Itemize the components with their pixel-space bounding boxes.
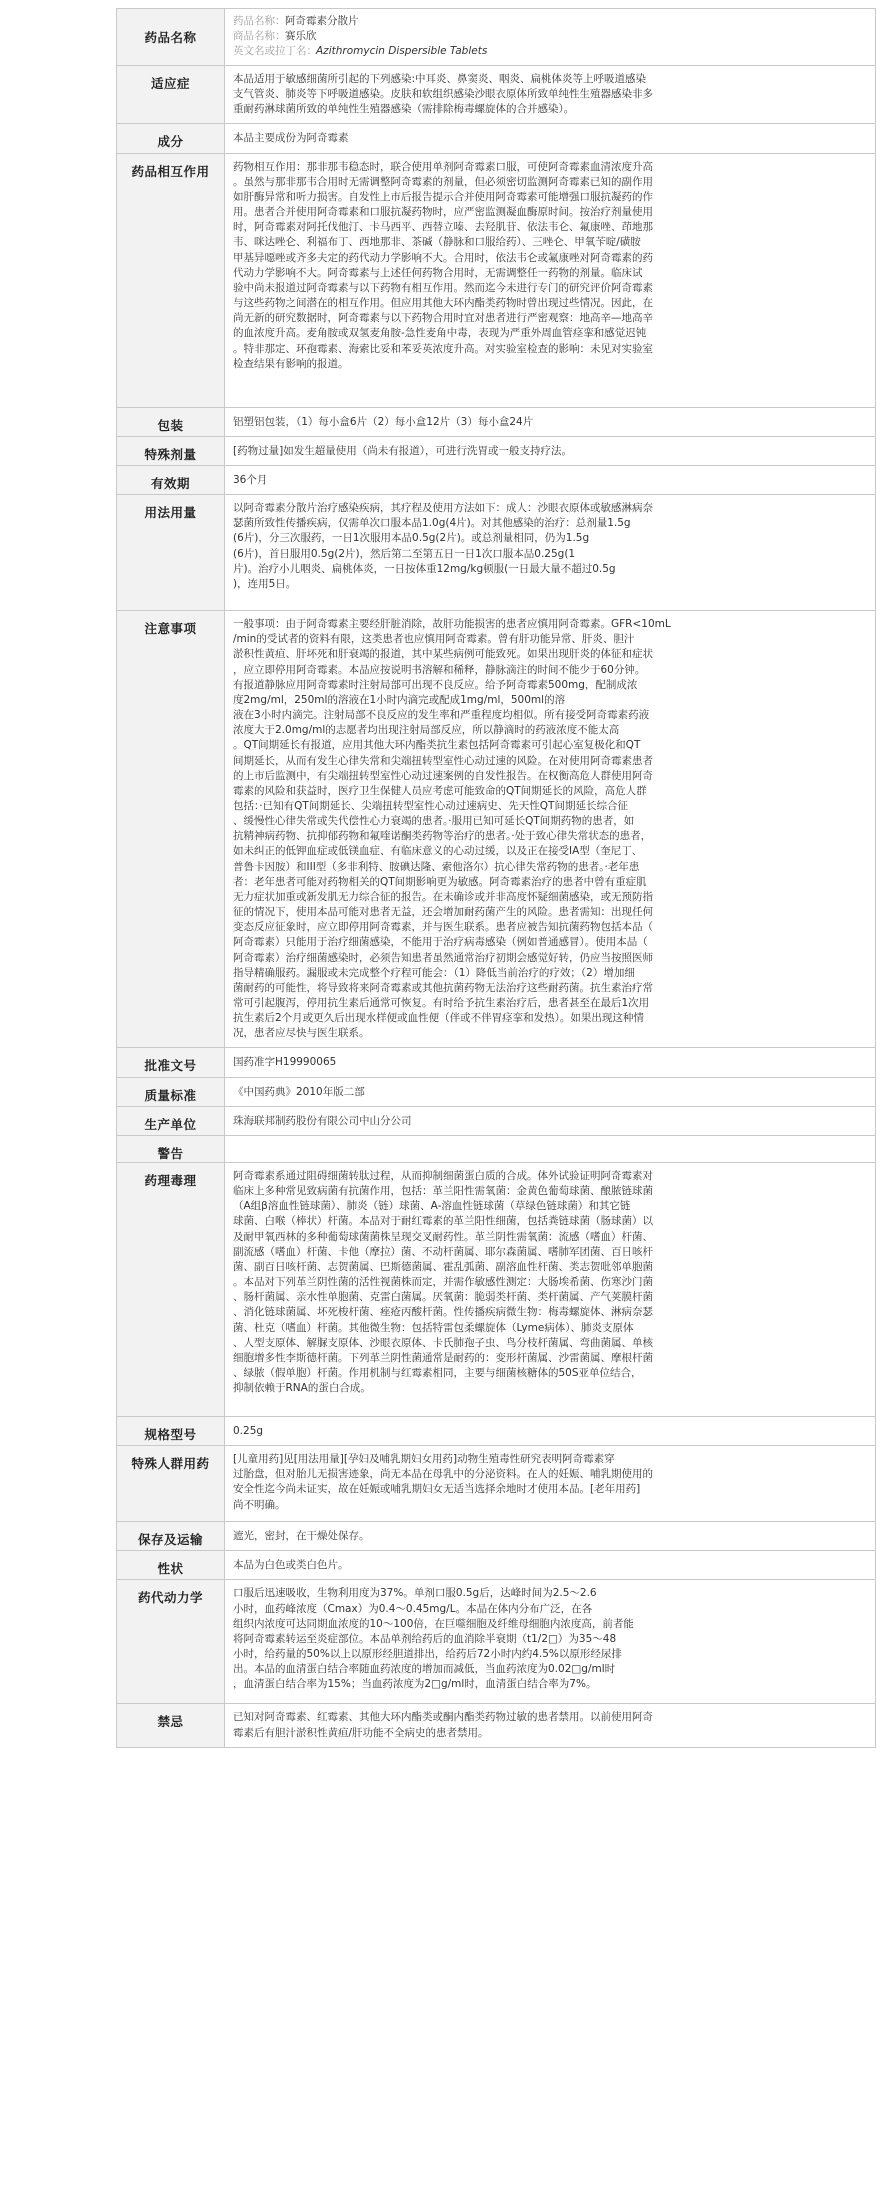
indications-row bbox=[117, 66, 876, 124]
row-value: 国药准字H19990065 bbox=[225, 1048, 876, 1077]
dosage-row bbox=[117, 495, 876, 611]
row-value: 阿奇霉素系通过阻碍细菌转肽过程，从而抑制细菌蛋白质的合成。体外试验证明阿奇霉素对 临床上多种常见致病菌有抗菌作用，包括：革兰阳性需氧菌：金黄色葡萄球菌、酿脓链球菌 （A组β溶血性链球菌）、肺炎（链）球菌、A-溶血性链球菌（草绿色链球菌）和其它链 球菌、白喉（棒状）杆菌。本品对于耐红霉素的革兰阳性细菌，包括粪链球菌（肠球菌）以 及耐甲氧西林的多种葡萄球菌菌株呈现交叉耐药性。革兰阴性需氧菌：流感（嗜血）杆菌、 副流感（嗜血）杆菌、卡他（摩拉）菌、不动杆菌属、耶尔森菌属、嗜肺军团菌、百日咳杆 菌、副百日咳杆菌、志贺菌属、巴斯德菌属、霍乱弧菌、副溶血性杆菌、类志贺吡邻单胞菌 。本品对下列革兰阴性菌的活性视菌株而定，并需作敏感性测定：大肠埃希菌、伤寒沙门菌 、肠杆菌属、亲水性单胞菌、克雷白菌属。厌氧菌：脆弱类杆菌、类杆菌属、产气荚膜杆菌 、消化链球菌属、坏死梭杆菌、痤疮丙酸杆菌。性传播疾病微生物：梅毒螺旋体、淋病奈瑟 菌、杜克（嗜血）杆菌。其他微生物：包括特雷包柔螺旋体（Lyme病体）、肺炎支原体 、人型支原体、解脲支原体、沙眼衣原体、卡氏肺孢子虫、鸟分枝杆菌属、弯曲菌属、单核 细胞增多性李斯德杆菌。下列革兰阴性菌通常是耐药的：变形杆菌属、沙雷菌属、摩根杆菌 、绿脓（假单胞）杆菌。作用机制与红霉素相同，主要与细菌核糖体的50S亚单位结合， 抑制依赖于RNA的蛋白合成。 bbox=[225, 1162, 876, 1416]
warning-row bbox=[117, 1135, 876, 1162]
brand-name-value: 赛乐欣 bbox=[285, 30, 317, 42]
row-value: [儿童用药]见[用法用量][孕妇及哺乳期妇女用药]动物生殖毒性研究表明阿奇霉素穿 过胎盘，但对胎儿无损害迹象，尚无本品在母乳中的分泌资料。在人的妊娠、哺乳期使用的 安全性迄今尚未证实，故在妊娠或哺乳期妇女无适当选择余地时才使用本品。[老年用药] 尚不明确。 bbox=[225, 1446, 876, 1522]
row-value: [药物过量]如发生超量使用（尚未有报道），可进行洗胃或一般支持疗法。 bbox=[225, 436, 876, 465]
row-value: 本品适用于敏感细菌所引起的下列感染:中耳炎、鼻窦炎、咽炎、扁桃体炎等上呼吸道感染 支气管炎、肺炎等下呼吸道感染。皮肤和软组织感染沙眼衣原体所致单纯性生殖器感染非多 重耐药淋球菌所致的单纯性生殖器感染（需排除梅毒螺旋体的合并感染）。 bbox=[225, 66, 876, 124]
row-label: 禁忌 bbox=[117, 1704, 225, 1748]
row-label: 药品相互作用 bbox=[117, 153, 225, 407]
row-label: 特殊剂量 bbox=[117, 436, 225, 465]
ingredients-row bbox=[117, 124, 876, 153]
pharmacology-row bbox=[117, 1162, 876, 1416]
row-value: 口服后迅速吸收，生物利用度为37%。单剂口服0.5g后，达峰时间为2.5～2.6 小时，血药峰浓度（Cmax）为0.4～0.45mg/L。本品在体内分布广泛，在各 组织内浓度可达同期血浓度的10～100倍，在巨噬细胞及纤维母细胞内浓度高，前者能 将阿奇霉素转运至炎症部位。本品单剂给药后的血消除半衰期（t1/2□）为35～48 小时，给药量的50%以上以原形经胆道排出，给药后72小时内约4.5%以原形经尿排 出。本品的血清蛋白结合率随血药浓度的增加而减低，当血药浓度为0.02□g/ml时 ，血清蛋白结合率为15%；当血药浓度为2□g/ml时，血清蛋白结合率为7%。 bbox=[225, 1580, 876, 1704]
quality-standard-row bbox=[117, 1077, 876, 1106]
packaging-row bbox=[117, 407, 876, 436]
appearance-row bbox=[117, 1551, 876, 1580]
row-value: 以阿奇霉素分散片治疗感染疾病，其疗程及使用方法如下：成人：沙眼衣原体或敏感淋病奈 瑟菌所致性传播疾病，仅需单次口服本品1.0g(4片)。对其他感染的治疗：总剂量1.5g (6片)，分三次服药，一日1次服用本品0.5g(2片)。或总剂量相同，仍为1.5g (6片)，首日服用0.5g(2片)，然后第二至第五日一日1次口服本品0.25g(1 片)。治疗小儿咽炎、扁桃体炎，一日按体重12mg/kg顿服(一日最大量不超过0.5g )，连用5日。 bbox=[225, 495, 876, 611]
precautions-row bbox=[117, 611, 876, 1048]
approval-number-row bbox=[117, 1048, 876, 1077]
row-label: 性状 bbox=[117, 1551, 225, 1580]
row-label: 批准文号 bbox=[117, 1048, 225, 1077]
row-value: 遮光，密封，在干燥处保存。 bbox=[225, 1522, 876, 1551]
row-label: 用法用量 bbox=[117, 495, 225, 611]
drug-info-table bbox=[116, 8, 876, 1748]
row-value: 0.25g bbox=[225, 1416, 876, 1445]
english-name-key: 英文名或拉丁名： bbox=[233, 45, 317, 57]
drug-name-block bbox=[225, 9, 876, 66]
drug-name-row bbox=[117, 9, 876, 66]
generic-name-value: 阿奇霉素分散片 bbox=[285, 15, 359, 27]
row-label: 保存及运输 bbox=[117, 1522, 225, 1551]
row-value: 铝塑铝包装，（1）每小盒6片（2）每小盒12片（3）每小盒24片 bbox=[225, 407, 876, 436]
special-dosage-row bbox=[117, 436, 876, 465]
pharmacokinetics-row bbox=[117, 1580, 876, 1704]
row-value: 《中国药典》2010年版二部 bbox=[225, 1077, 876, 1106]
row-label: 药代动力学 bbox=[117, 1580, 225, 1704]
row-value: 药物相互作用：那非那韦稳态时，联合使用单剂阿奇霉素口服，可使阿奇霉素血清浓度升高 。虽然与那非那韦合用时无需调整阿奇霉素的剂量，但必须密切监测阿奇霉素已知的副作用 如肝酶异常和听力损害。自发性上市后报告提示合并使用阿奇霉素可能增强口服抗凝药的作 用。患者合并使用阿奇霉素和口服抗凝药物时，应严密监测凝血酶原时间。按治疗剂量使用 时，阿奇霉素对阿托伐他汀、卡马西平、西替立嗪、去羟肌苷、依法韦仑、氟康唑、茚地那 韦、咪达唑仑、利福布丁、西地那非、茶碱（静脉和口服给药）、三唑仑、甲氧苄啶/磺胺 甲基异噁唑或齐多夫定的药代动力学影响不大。合用时，依法韦仑或氟康唑对阿奇霉素的药 代动力学影响不大。阿奇霉素与上述任何药物合用时，无需调整任一药物的剂量。临床试 验中尚未报道过阿奇霉素与以下药物有相互作用。然而迄今未进行专门的研究评价阿奇霉素 与这些药物之间潜在的相互作用。但应用其他大环内酯类药物时曾出现过些情况。因此，在 尚无新的研究数据时，阿奇霉素与以下药物合用时宜对患者进行严密观察：地高辛—地高辛 的血浓度升高。麦角胺或双氢麦角胺-急性麦角中毒，表现为严重外周血管痉挛和感觉迟钝 。特非那定、环孢霉素、海索比妥和苯妥英浓度升高。对实验室检查的影响：未见对实验室 检查结果有影响的报道。 bbox=[225, 153, 876, 407]
row-label: 成分 bbox=[117, 124, 225, 153]
row-label: 质量标准 bbox=[117, 1077, 225, 1106]
row-value: 已知对阿奇霉素、红霉素、其他大环内酯类或酮内酯类药物过敏的患者禁用。以前使用阿奇 霉素后有胆汁淤积性黄疸/肝功能不全病史的患者禁用。 bbox=[225, 1704, 876, 1748]
storage-row bbox=[117, 1522, 876, 1551]
row-label: 注意事项 bbox=[117, 611, 225, 1048]
shelf-life-row bbox=[117, 465, 876, 494]
special-populations-row bbox=[117, 1446, 876, 1522]
row-label: 生产单位 bbox=[117, 1106, 225, 1135]
generic-name-key: 药品名称： bbox=[233, 15, 286, 27]
english-name-value: Azithromycin Dispersible Tablets bbox=[316, 45, 488, 57]
row-label: 适应症 bbox=[117, 66, 225, 124]
row-value: 珠海联邦制药股份有限公司中山分公司 bbox=[225, 1106, 876, 1135]
specification-row bbox=[117, 1416, 876, 1445]
row-value bbox=[225, 1135, 876, 1162]
row-label: 药品名称 bbox=[117, 9, 225, 66]
generic-name-line bbox=[233, 14, 869, 29]
row-value: 36个月 bbox=[225, 465, 876, 494]
brand-name-key: 商品名称： bbox=[233, 30, 286, 42]
contraindications-row bbox=[117, 1704, 876, 1748]
row-label: 有效期 bbox=[117, 465, 225, 494]
brand-name-line bbox=[233, 29, 869, 44]
row-value: 本品主要成份为阿奇霉素 bbox=[225, 124, 876, 153]
row-label: 药理毒理 bbox=[117, 1162, 225, 1416]
row-label: 包装 bbox=[117, 407, 225, 436]
row-label: 警告 bbox=[117, 1135, 225, 1162]
manufacturer-row bbox=[117, 1106, 876, 1135]
row-value: 一般事项：由于阿奇霉素主要经肝脏消除，故肝功能损害的患者应慎用阿奇霉素。GFR<10mL /min的受试者的资料有限，这类患者也应慎用阿奇霉素。曾有肝功能异常、肝炎、胆汁 淤积性黄疸、肝坏死和肝衰竭的报道，其中某些病例可能致死。如果出现肝炎的体征和症状 ，应立即停用阿奇霉素。本品应按说明书溶解和稀释，静脉滴注的时间不能少于60分钟。 有报道静脉应用阿奇霉素时注射局部可出现不良反应。给予阿奇霉素500mg，配制成浓 度2mg/ml，250ml的溶液在1小时内滴完或配成1mg/ml，500ml的溶 液在3小时内滴完。注射局部不良反应的发生率和严重程度均相似。所有接受阿奇霉素药液 浓度大于2.0mg/ml的志愿者均出现注射局部反应，所以静滴时的药液浓度不能太高 。QT间期延长有报道，应用其他大环内酯类抗生素包括阿奇霉素可引起心室复极化和QT 间期延长，从而有发生心律失常和尖端扭转型室性心动过速的风险。在对使用阿奇霉素患者 的上市后监测中，有尖端扭转型室性心动过速案例的自发性报告。在权衡高危人群使用阿奇 霉素的风险和获益时，医疗卫生保健人员应考虑可能致命的QT间期延长的风险，高危人群 包括：·已知有QT间期延长、尖端扭转型室性心动过速病史、先天性QT间期延长综合征 、缓慢性心律失常或失代偿性心力衰竭的患者。·服用已知可延长QT间期药物的患者，如 抗精神病药物、抗抑郁药物和氟喹诺酮类药物等治疗的患者。·处于致心律失常状态的患者， 如未纠正的低钾血症或低镁血症、有临床意义的心动过缓，以及正在接受IA型（奎尼丁、 普鲁卡因胺）和III型（多非利特、胺碘达隆、索他洛尔）抗心律失常药物的患者。·老年患 者：老年患者可能对药物相关的QT间期影响更为敏感。阿奇霉素治疗的患者中曾有重症肌 无力症状加重或新发肌无力综合征的报告。在未确诊或并非高度怀疑细菌感染，或无预防指 征的情况下，使用本品可能对患者无益，还会增加耐药菌产生的风险。患者需知：出现任何 变态反应征象时，应立即停用阿奇霉素，并与医生联系。患者应被告知抗菌药物包括本品（ 阿奇霉素）只能用于治疗细菌感染，不能用于治疗病毒感染（例如普通感冒）。使用本品（ 阿奇霉素）治疗细菌感染时，必须告知患者虽然通常治疗初期会感觉好转，仍应当按照医师 指导精确服药。漏服或未完成整个疗程可能会：（1）降低当前治疗的疗效；（2）增加细 菌耐药的可能性，将导致将来阿奇霉素或其他抗菌药物无法治疗这些耐药菌。抗生素治疗常 常可引起腹泻，停用抗生素后通常可恢复。有时给予抗生素治疗后，患者甚至在最后1次用 抗生素后2个月或更久后出现水样便或血性便（伴或不伴胃痉挛和发热）。如果出现这种情 况，患者应尽快与医生联系。 bbox=[225, 611, 876, 1048]
row-label: 特殊人群用药 bbox=[117, 1446, 225, 1522]
row-label: 规格型号 bbox=[117, 1416, 225, 1445]
english-name-line bbox=[233, 44, 869, 59]
row-value: 本品为白色或类白色片。 bbox=[225, 1551, 876, 1580]
interactions-row bbox=[117, 153, 876, 407]
